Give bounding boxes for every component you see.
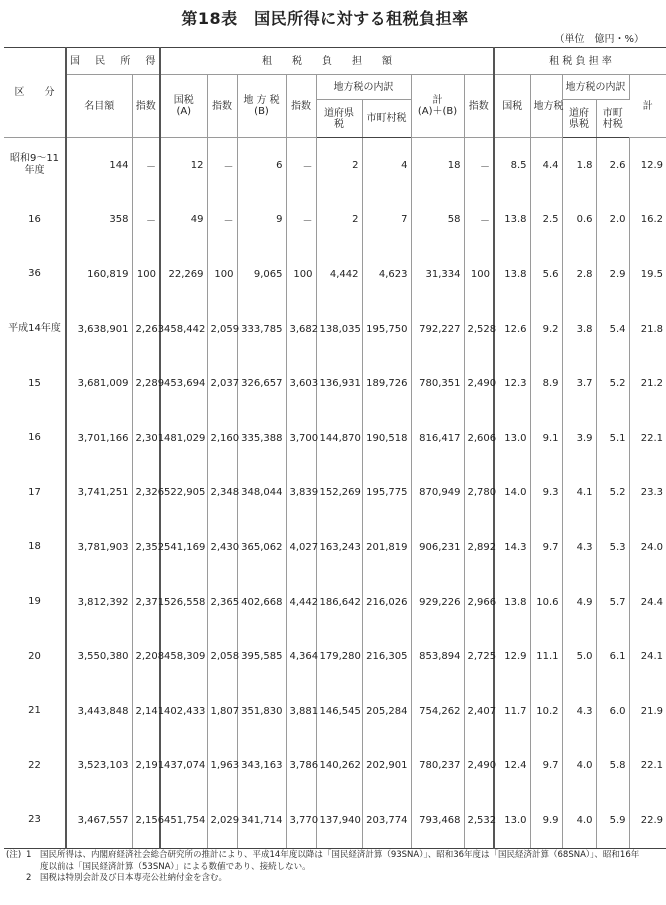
- cell-ratio-total: 22.1: [640, 760, 664, 772]
- cell-local-tax: 341,714: [237, 793, 286, 848]
- cell-national-tax: 22,269: [160, 247, 207, 302]
- cell-ratio-national: 13.8: [494, 575, 530, 630]
- cell-ni-index: 100: [132, 247, 160, 302]
- cell-ni-nominal: 160,819: [66, 247, 132, 302]
- cell-ratio-municipal: 6.0: [596, 684, 629, 739]
- table-row: [4, 356, 666, 411]
- cell-municipal-tax: 4: [362, 138, 411, 193]
- cell-municipal-tax: 4,623: [362, 247, 411, 302]
- cell-municipal-tax: 195,775: [362, 466, 411, 521]
- cell-ratio-national: 13.0: [494, 411, 530, 466]
- cell-local-tax-index: 4,364: [286, 629, 316, 684]
- cell-total-index: －: [464, 193, 494, 248]
- cell-ni-index: 2,156: [132, 793, 160, 848]
- cell-ni-nominal: 3,701,166: [66, 411, 132, 466]
- cell-local-tax-index: 4,442: [286, 575, 316, 630]
- cell-ratio-municipal: 6.1: [596, 629, 629, 684]
- cell-ratio-municipal: 5.3: [596, 520, 629, 575]
- cell-ratio-local: 8.9: [530, 356, 562, 411]
- cell-municipal-tax: 189,726: [362, 356, 411, 411]
- cell-local-tax: 365,062: [237, 520, 286, 575]
- cell-ratio-total: 24.4: [640, 596, 664, 608]
- cell-local-tax: 351,830: [237, 684, 286, 739]
- cell-ni-index: 2,326: [132, 466, 160, 521]
- cell-prefectural-tax: 144,870: [316, 411, 362, 466]
- cell-local-tax: 348,044: [237, 466, 286, 521]
- cell-local-tax-index: 4,027: [286, 520, 316, 575]
- table-row: [4, 520, 666, 575]
- cell-ratio-national: 13.8: [494, 247, 530, 302]
- note-number: 1: [26, 850, 32, 860]
- cell-national-tax-index: 100: [207, 247, 237, 302]
- cell-ni-nominal: 3,638,901: [66, 302, 132, 357]
- nominal-header: 名目額: [66, 75, 132, 138]
- cell-ratio-local: 9.9: [530, 793, 562, 848]
- cell-ni-index: 2,191: [132, 739, 160, 794]
- table-row: [4, 684, 666, 739]
- cell-ratio-local: 11.1: [530, 629, 562, 684]
- cell-total-index: 2,528: [464, 302, 494, 357]
- cell-ni-index: 2,141: [132, 684, 160, 739]
- cell-total-tax: 792,227: [411, 302, 464, 357]
- table-row: [4, 575, 666, 630]
- header-row-1: [4, 48, 666, 75]
- note-text: 国民所得は、内閣府経済社会総合研究所の推計により、平成14年度以降は「国民経済計算（93SNA）」、昭和36年度は「国民経済計算（68SNA）」、昭和16年度以前は「国民経済計算（53SNA）」による数値であり、接続しない。: [40, 850, 640, 872]
- cell-prefectural-tax: 4,442: [316, 247, 362, 302]
- cell-total-tax: 780,351: [411, 356, 464, 411]
- cell-local-tax-index: 3,839: [286, 466, 316, 521]
- cell-ni-nominal: 358: [66, 193, 132, 248]
- cell-ratio-national: 13.0: [494, 793, 530, 848]
- cell-national-tax-index: 2,160: [207, 411, 237, 466]
- cell-ni-index: 2,352: [132, 520, 160, 575]
- cell-municipal-tax: 203,774: [362, 793, 411, 848]
- municipal-header: 市町村税: [362, 100, 411, 138]
- row-label: 17: [4, 466, 66, 521]
- cell-local-tax: 326,657: [237, 356, 286, 411]
- tax-burden-table: [4, 47, 666, 849]
- row-label: 昭和9～11年度: [4, 138, 66, 193]
- cell-local-tax-index: 3,700: [286, 411, 316, 466]
- cell-national-tax: 453,694: [160, 356, 207, 411]
- cell-ni-nominal: 3,523,103: [66, 739, 132, 794]
- cell-local-tax-index: 3,682: [286, 302, 316, 357]
- cell-national-tax: 541,169: [160, 520, 207, 575]
- header-row-2: [4, 75, 666, 100]
- cell-total-tax: 58: [411, 193, 464, 248]
- cell-ni-nominal: 3,550,380: [66, 629, 132, 684]
- row-label: 23: [4, 793, 66, 848]
- cell-total-index: 100: [464, 247, 494, 302]
- cell-ratio-local: 9.3: [530, 466, 562, 521]
- cell-ratio-total: 24.1: [640, 651, 664, 663]
- cell-ratio-municipal: 5.9: [596, 793, 629, 848]
- cell-total-tax: 929,226: [411, 575, 464, 630]
- cell-local-tax-index: －: [286, 193, 316, 248]
- note-number: 2: [26, 873, 32, 883]
- cell-ni-index: 2,263: [132, 302, 160, 357]
- note-item: [6, 850, 646, 873]
- cell-local-tax-index: 3,770: [286, 793, 316, 848]
- local-tax-label: 地 方 税: [243, 95, 280, 106]
- cell-municipal-tax: 190,518: [362, 411, 411, 466]
- cell-ni-index: 2,371: [132, 575, 160, 630]
- row-label: 22: [4, 739, 66, 794]
- prefectural-header: 道府県税: [316, 100, 362, 138]
- table-row: [4, 247, 666, 302]
- cell-prefectural-tax: 136,931: [316, 356, 362, 411]
- cell-total-tax: 906,231: [411, 520, 464, 575]
- cell-ratio-local: 9.7: [530, 739, 562, 794]
- cell-national-tax-index: 1,807: [207, 684, 237, 739]
- cell-local-tax: 6: [237, 138, 286, 193]
- cell-total-tax: 816,417: [411, 411, 464, 466]
- cell-total-index: 2,892: [464, 520, 494, 575]
- cell-national-tax: 458,442: [160, 302, 207, 357]
- cell-total-tax: 754,262: [411, 684, 464, 739]
- cell-local-tax: 335,388: [237, 411, 286, 466]
- cell-ratio-prefectural: 4.0: [562, 793, 596, 848]
- cell-local-tax-index: 3,603: [286, 356, 316, 411]
- total-label: 計: [432, 95, 443, 106]
- cell-total-index: －: [464, 138, 494, 193]
- cell-local-tax-index: 3,786: [286, 739, 316, 794]
- cell-local-tax: 343,163: [237, 739, 286, 794]
- cell-ni-nominal: 3,467,557: [66, 793, 132, 848]
- cell-prefectural-tax: 2: [316, 138, 362, 193]
- cell-ratio-municipal: 5.2: [596, 466, 629, 521]
- cell-municipal-tax: 201,819: [362, 520, 411, 575]
- cell-ratio-national: 12.6: [494, 302, 530, 357]
- table-row: [4, 793, 666, 848]
- cell-ratio-municipal: 2.0: [596, 193, 629, 248]
- ratio-national-header: 国税: [494, 75, 530, 138]
- cell-local-tax: 395,585: [237, 629, 286, 684]
- cell-prefectural-tax: 146,545: [316, 684, 362, 739]
- cell-prefectural-tax: 163,243: [316, 520, 362, 575]
- cell-ni-nominal: 144: [66, 138, 132, 193]
- cell-ratio-municipal: 5.1: [596, 411, 629, 466]
- cell-national-tax-index: 1,963: [207, 739, 237, 794]
- cell-ni-index: 2,289: [132, 356, 160, 411]
- cell-ratio-national: 12.4: [494, 739, 530, 794]
- national-tax-header: [160, 75, 207, 138]
- row-label: 21: [4, 684, 66, 739]
- cell-ratio-national: 14.0: [494, 466, 530, 521]
- cell-ratio-local: 10.6: [530, 575, 562, 630]
- cell-national-tax: 522,905: [160, 466, 207, 521]
- cell-ratio-prefectural: 3.9: [562, 411, 596, 466]
- cell-local-tax-index: 3,881: [286, 684, 316, 739]
- total-index-header: 指数: [464, 75, 494, 138]
- note-text: 国税は特別会計及び日本専売公社納付金を含む。: [40, 873, 228, 883]
- local-tax-index-header: 指数: [286, 75, 316, 138]
- table-body: [4, 138, 666, 849]
- cell-ratio-local: 2.5: [530, 193, 562, 248]
- national-tax-label: 国税: [173, 95, 194, 106]
- local-tax-sub: (B): [254, 106, 269, 117]
- cell-total-index: 2,606: [464, 411, 494, 466]
- table-row: [4, 411, 666, 466]
- national-tax-index-header: 指数: [207, 75, 237, 138]
- total-header: [411, 75, 464, 138]
- cell-local-tax-index: －: [286, 138, 316, 193]
- category-header: 区 分: [4, 48, 66, 138]
- cell-national-tax-index: 2,430: [207, 520, 237, 575]
- local-breakdown-header: 地方税の内訳: [316, 75, 411, 100]
- cell-ni-index: －: [132, 193, 160, 248]
- cell-ratio-prefectural: 0.6: [562, 193, 596, 248]
- cell-ni-nominal: 3,812,392: [66, 575, 132, 630]
- cell-national-tax-index: －: [207, 193, 237, 248]
- cell-ratio-prefectural: 4.0: [562, 739, 596, 794]
- burden-ratio-header: 租 税 負 担 率: [494, 48, 666, 75]
- notes: [6, 850, 646, 885]
- cell-municipal-tax: 216,026: [362, 575, 411, 630]
- cell-ratio-total: 21.9: [640, 705, 664, 717]
- cell-total-tax: 853,894: [411, 629, 464, 684]
- cell-ratio-total: 23.3: [640, 487, 664, 499]
- cell-ratio-national: 11.7: [494, 684, 530, 739]
- cell-local-tax: 333,785: [237, 302, 286, 357]
- cell-municipal-tax: 205,284: [362, 684, 411, 739]
- cell-national-tax-index: 2,348: [207, 466, 237, 521]
- cell-municipal-tax: 7: [362, 193, 411, 248]
- cell-total-tax: 780,237: [411, 739, 464, 794]
- ni-index-header: 指数: [132, 75, 160, 138]
- table-row: [4, 466, 666, 521]
- row-label: 16: [4, 193, 66, 248]
- cell-ratio-total: 19.5: [640, 268, 664, 280]
- cell-municipal-tax: 202,901: [362, 739, 411, 794]
- cell-national-tax: 437,074: [160, 739, 207, 794]
- cell-national-tax: 402,433: [160, 684, 207, 739]
- cell-ratio-municipal: 5.7: [596, 575, 629, 630]
- cell-ratio-total: 12.9: [640, 159, 664, 171]
- cell-total-index: 2,780: [464, 466, 494, 521]
- cell-ratio-prefectural: 3.7: [562, 356, 596, 411]
- row-label: 16: [4, 411, 66, 466]
- cell-ratio-municipal: 5.2: [596, 356, 629, 411]
- cell-ratio-prefectural: 5.0: [562, 629, 596, 684]
- cell-ratio-prefectural: 1.8: [562, 138, 596, 193]
- cell-national-tax: 12: [160, 138, 207, 193]
- cell-ratio-national: 8.5: [494, 138, 530, 193]
- ratio-breakdown-header: 地方税の内訳: [562, 75, 629, 100]
- cell-national-tax: 458,309: [160, 629, 207, 684]
- cell-municipal-tax: 195,750: [362, 302, 411, 357]
- cell-ratio-municipal: 5.4: [596, 302, 629, 357]
- national-income-header: 国 民 所 得: [66, 48, 160, 75]
- cell-national-tax: 49: [160, 193, 207, 248]
- cell-ratio-municipal: 2.6: [596, 138, 629, 193]
- table-row: [4, 629, 666, 684]
- cell-total-tax: 793,468: [411, 793, 464, 848]
- cell-ratio-local: 4.4: [530, 138, 562, 193]
- local-tax-header: [237, 75, 286, 138]
- cell-total-tax: 870,949: [411, 466, 464, 521]
- cell-total-tax: 18: [411, 138, 464, 193]
- cell-ratio-municipal: 2.9: [596, 247, 629, 302]
- tax-burden-header: 租 税 負 担 額: [160, 48, 494, 75]
- cell-total-index: 2,490: [464, 356, 494, 411]
- cell-national-tax-index: 2,059: [207, 302, 237, 357]
- cell-national-tax: 481,029: [160, 411, 207, 466]
- cell-ratio-local: 9.2: [530, 302, 562, 357]
- cell-ratio-local: 10.2: [530, 684, 562, 739]
- cell-national-tax: 451,754: [160, 793, 207, 848]
- cell-national-tax-index: 2,058: [207, 629, 237, 684]
- cell-ni-nominal: 3,681,009: [66, 356, 132, 411]
- cell-ratio-prefectural: 2.8: [562, 247, 596, 302]
- cell-ni-index: －: [132, 138, 160, 193]
- cell-ratio-prefectural: 4.1: [562, 466, 596, 521]
- cell-ratio-municipal: 5.8: [596, 739, 629, 794]
- row-label: 18: [4, 520, 66, 575]
- row-label: 20: [4, 629, 66, 684]
- ratio-local-header: 地方税: [530, 75, 562, 138]
- cell-ratio-total: 22.9: [629, 793, 666, 848]
- page-title: 第18表 国民所得に対する租税負担率: [181, 9, 469, 28]
- cell-prefectural-tax: 137,940: [316, 793, 362, 848]
- cell-prefectural-tax: 179,280: [316, 629, 362, 684]
- cell-ni-nominal: 3,443,848: [66, 684, 132, 739]
- cell-ratio-national: 12.9: [494, 629, 530, 684]
- cell-ratio-national: 13.8: [494, 193, 530, 248]
- row-label: 15: [4, 356, 66, 411]
- cell-prefectural-tax: 152,269: [316, 466, 362, 521]
- ratio-total-header: 計: [629, 75, 666, 138]
- table-row: [4, 739, 666, 794]
- cell-prefectural-tax: 186,642: [316, 575, 362, 630]
- cell-total-index: 2,725: [464, 629, 494, 684]
- cell-ratio-total: 21.8: [640, 323, 664, 335]
- cell-prefectural-tax: 140,262: [316, 739, 362, 794]
- cell-total-index: 2,407: [464, 684, 494, 739]
- table-row: [4, 138, 666, 193]
- table-row: [4, 193, 666, 248]
- cell-prefectural-tax: 138,035: [316, 302, 362, 357]
- cell-ni-index: 2,208: [132, 629, 160, 684]
- cell-national-tax: 526,558: [160, 575, 207, 630]
- national-tax-sub: (A): [176, 106, 192, 117]
- cell-total-index: 2,966: [464, 575, 494, 630]
- cell-ratio-prefectural: 4.9: [562, 575, 596, 630]
- cell-national-tax-index: －: [207, 138, 237, 193]
- cell-ni-nominal: 3,741,251: [66, 466, 132, 521]
- cell-ratio-prefectural: 4.3: [562, 520, 596, 575]
- cell-ratio-local: 9.1: [530, 411, 562, 466]
- cell-ratio-local: 5.6: [530, 247, 562, 302]
- cell-ratio-total: 22.1: [640, 432, 664, 444]
- cell-total-index: 2,532: [464, 793, 494, 848]
- cell-ratio-prefectural: 3.8: [562, 302, 596, 357]
- cell-ratio-total: 21.2: [640, 378, 664, 390]
- cell-local-tax: 9,065: [237, 247, 286, 302]
- cell-prefectural-tax: 2: [316, 193, 362, 248]
- cell-ratio-total: 24.0: [640, 541, 664, 553]
- cell-ratio-national: 14.3: [494, 520, 530, 575]
- cell-ratio-local: 9.7: [530, 520, 562, 575]
- cell-national-tax-index: 2,037: [207, 356, 237, 411]
- note-mark: (注): [6, 850, 22, 860]
- cell-local-tax: 402,668: [237, 575, 286, 630]
- cell-local-tax-index: 100: [286, 247, 316, 302]
- row-label: 36: [4, 247, 66, 302]
- cell-ratio-total: 16.2: [640, 214, 664, 226]
- ratio-municipal-header: 市町村税: [596, 100, 629, 138]
- total-sub: (A)＋(B): [417, 106, 458, 117]
- unit-label: （単位 億円・%）: [554, 34, 644, 45]
- ratio-prefectural-header: 道府県税: [562, 100, 596, 138]
- cell-local-tax: 9: [237, 193, 286, 248]
- row-label: 平成14年度: [4, 302, 66, 357]
- cell-total-tax: 31,334: [411, 247, 464, 302]
- cell-ni-index: 2,301: [132, 411, 160, 466]
- cell-ratio-national: 12.3: [494, 356, 530, 411]
- cell-municipal-tax: 216,305: [362, 629, 411, 684]
- cell-ni-nominal: 3,781,903: [66, 520, 132, 575]
- note-item: [6, 873, 646, 885]
- cell-national-tax-index: 2,029: [207, 793, 237, 848]
- table-row: [4, 302, 666, 357]
- cell-national-tax-index: 2,365: [207, 575, 237, 630]
- cell-ratio-prefectural: 4.3: [562, 684, 596, 739]
- cell-total-index: 2,490: [464, 739, 494, 794]
- row-label: 19: [4, 575, 66, 630]
